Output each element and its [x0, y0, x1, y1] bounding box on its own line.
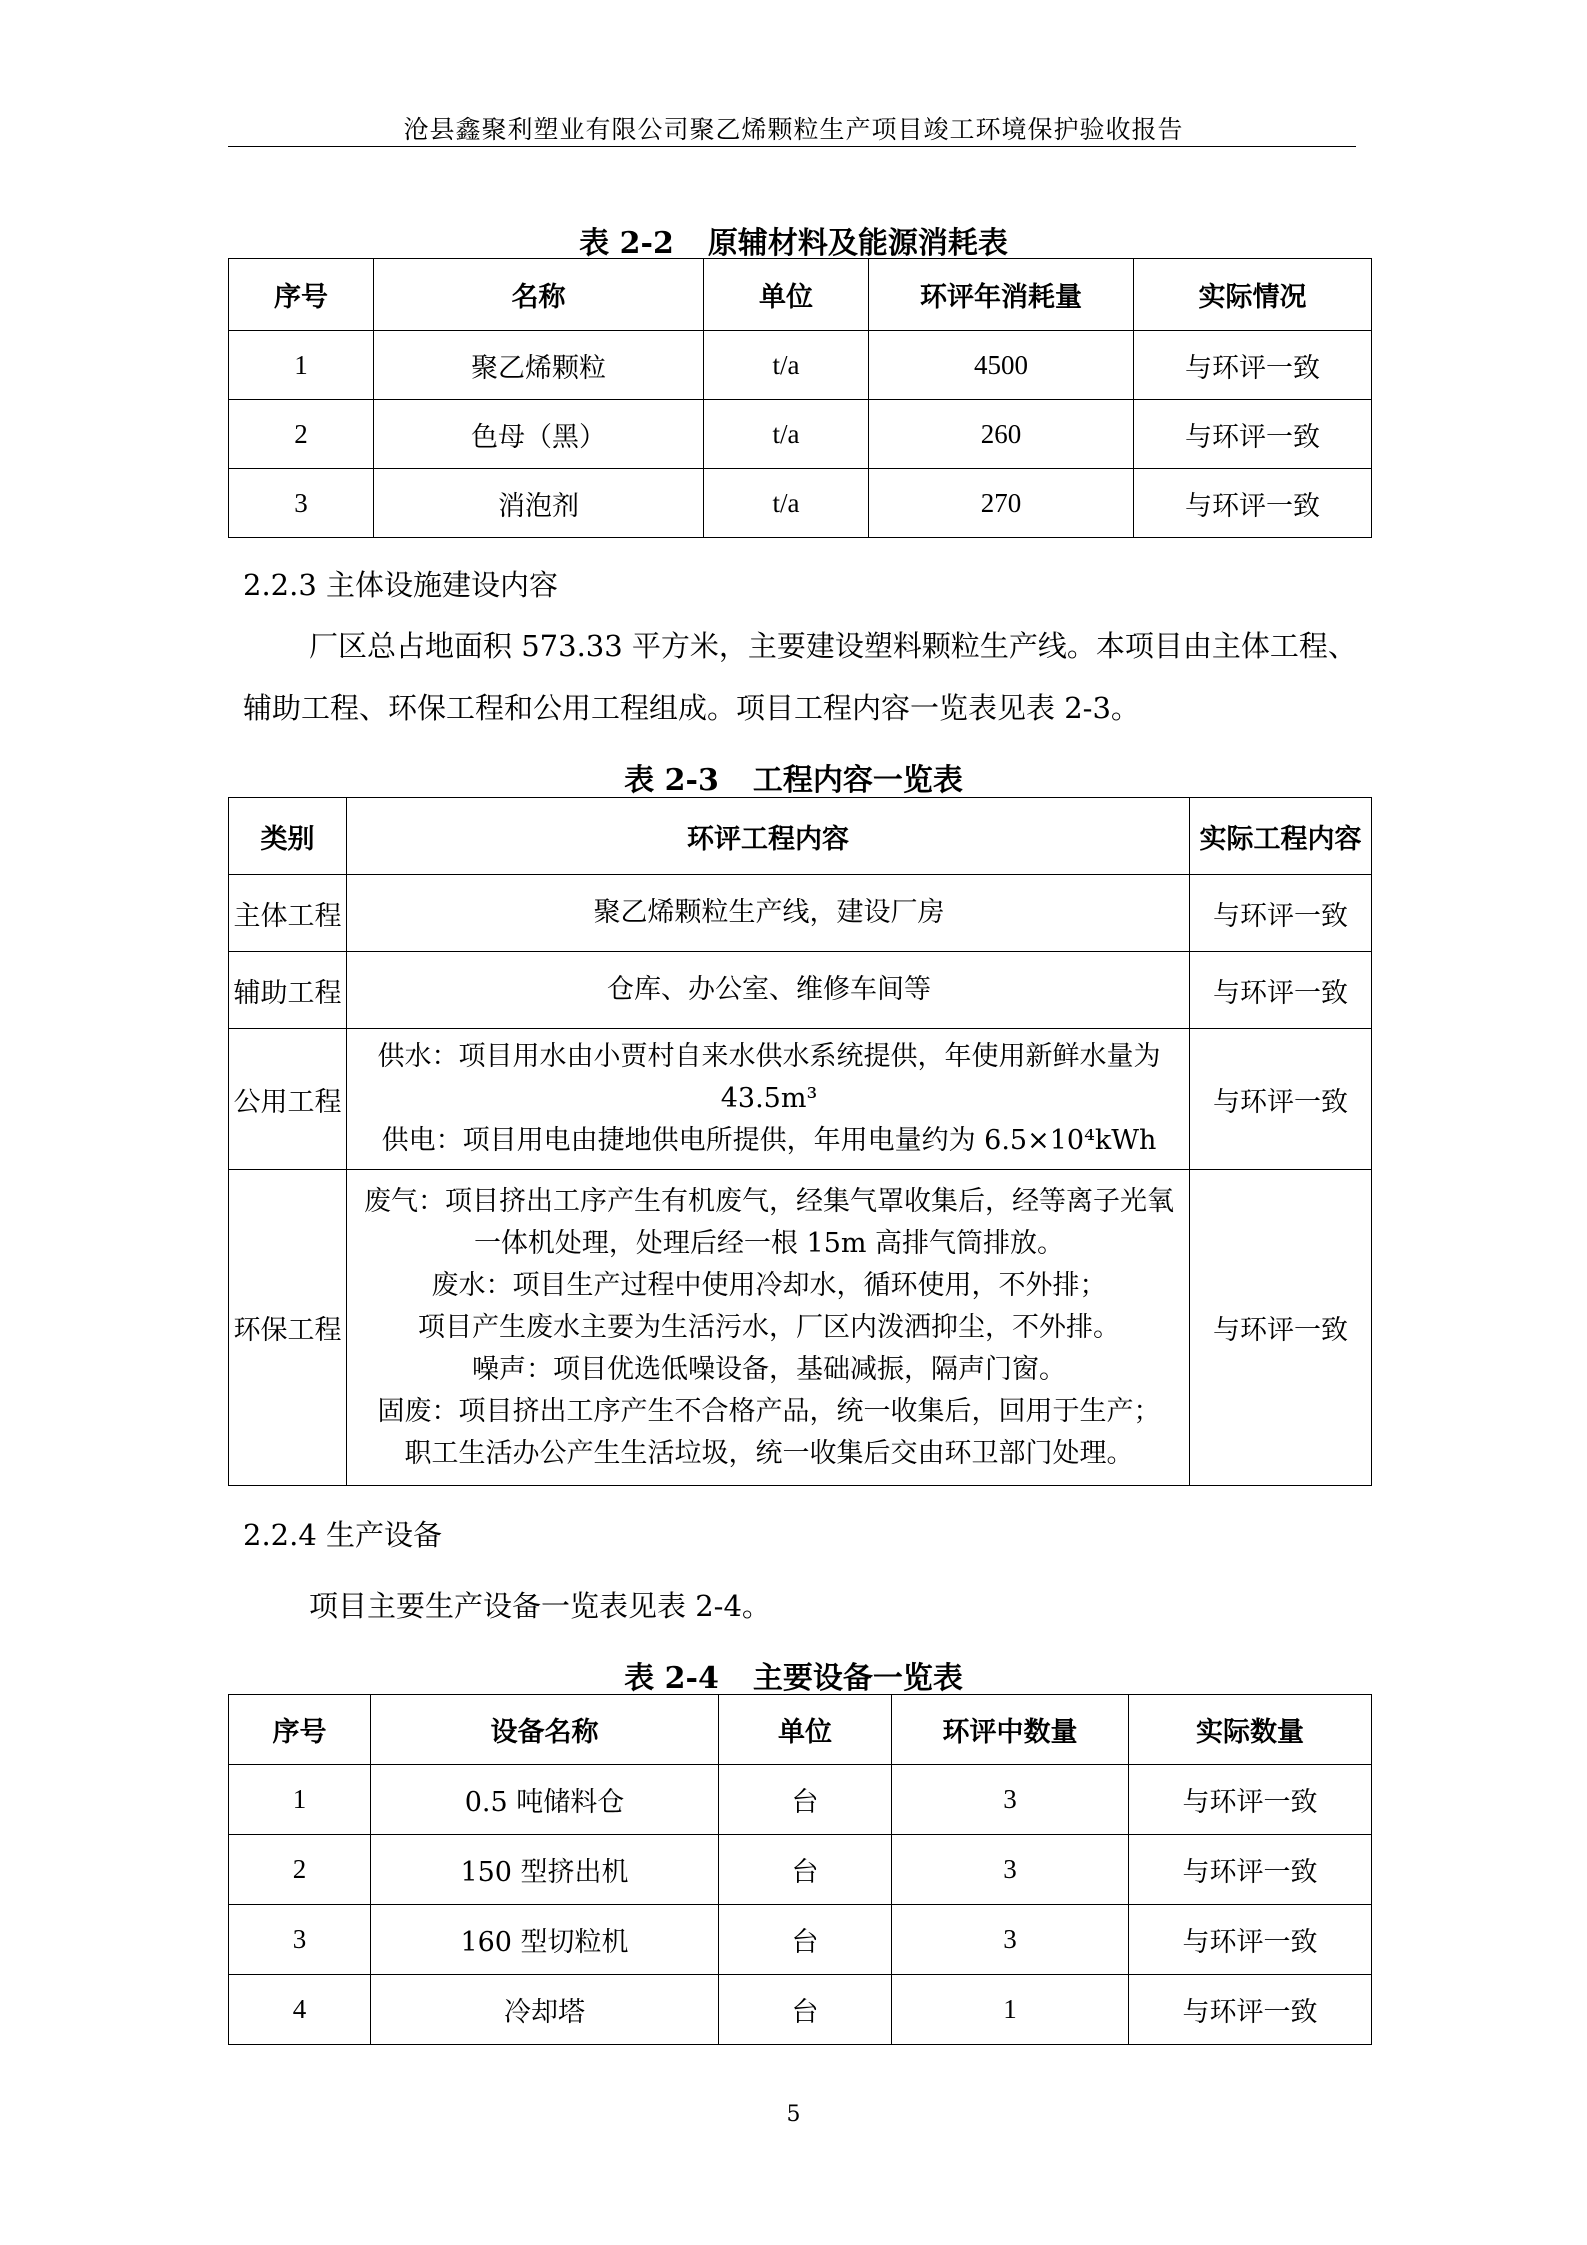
header-cell: 环评年消耗量: [869, 259, 1134, 331]
header-cell: 类别: [229, 798, 347, 875]
table-row: [229, 1905, 1372, 1975]
table-cell: 150 型挤出机: [371, 1835, 719, 1905]
table-2-4-caption: [0, 1653, 1587, 1697]
table-header-row: [229, 798, 1372, 875]
table-cell: 260: [869, 400, 1134, 469]
table-header-row: [229, 1695, 1372, 1765]
table-cell: 2: [229, 400, 374, 469]
table-cell: 台: [719, 1765, 892, 1835]
table-cell: 与环评一致: [1129, 1835, 1372, 1905]
table-row: [229, 1975, 1372, 2045]
actual-cell: 与环评一致: [1190, 1170, 1372, 1486]
table-cell: 1: [892, 1975, 1129, 2045]
table-2-3-caption: [0, 755, 1587, 799]
header-cell: 实际情况: [1134, 259, 1372, 331]
category-cell: 环保工程: [229, 1170, 347, 1486]
table-cell: 色母（黑）: [374, 400, 704, 469]
table-cell: t/a: [704, 331, 869, 400]
table-row: [229, 1170, 1372, 1486]
header-cell: 实际数量: [1129, 1695, 1372, 1765]
header-cell: 单位: [704, 259, 869, 331]
table-cell: 3: [229, 1905, 371, 1975]
section-2-2-4-heading: 2.2.4 生产设备: [243, 1518, 443, 1552]
table-row: [229, 1835, 1372, 1905]
section-2-2-3-paragraph: [243, 615, 1363, 739]
table-cell: 与环评一致: [1129, 1765, 1372, 1835]
table-cell: 3: [892, 1905, 1129, 1975]
header-cell: 设备名称: [371, 1695, 719, 1765]
table-row: [229, 1765, 1372, 1835]
table-cell: 台: [719, 1835, 892, 1905]
caption-title: 原辅材料及能源消耗表: [707, 226, 1008, 261]
content-cell: [347, 1170, 1190, 1486]
content-line: 聚乙烯颗粒生产线，建设厂房: [593, 897, 945, 928]
table-row: [229, 1029, 1372, 1170]
table-header-row: [229, 259, 1372, 331]
content-cell: [347, 875, 1190, 952]
content-line: 废水：项目生产过程中使用冷却水，循环使用，不外排；: [431, 1269, 1107, 1301]
section-2-2-3-heading: 2.2.3 主体设施建设内容: [243, 568, 559, 602]
header-rule: [228, 146, 1356, 147]
content-line: 43.5m³: [720, 1083, 818, 1114]
table-row: [229, 400, 1372, 469]
table-cell: 与环评一致: [1129, 1905, 1372, 1975]
content-cell: [347, 1029, 1190, 1170]
header-cell: 实际工程内容: [1190, 798, 1372, 875]
section-2-2-4-paragraph: [243, 1575, 1363, 1637]
table-cell: t/a: [704, 469, 869, 538]
header-cell: 环评工程内容: [347, 798, 1190, 875]
table-cell: 0.5 吨储料仓: [371, 1765, 719, 1835]
header-cell: 序号: [229, 259, 374, 331]
table-row: [229, 875, 1372, 952]
header-cell: 序号: [229, 1695, 371, 1765]
caption-number: 表 2-3: [624, 763, 719, 798]
table-cell: 1: [229, 331, 374, 400]
table-cell: 160 型切粒机: [371, 1905, 719, 1975]
table-cell: 台: [719, 1975, 892, 2045]
table-cell: 3: [892, 1765, 1129, 1835]
content-line: 项目产生废水主要为生活污水，厂区内泼洒抑尘，不外排。: [418, 1311, 1120, 1343]
table-row: [229, 952, 1372, 1029]
content-line: 固废：项目挤出工序产生不合格产品，统一收集后，回用于生产；: [377, 1395, 1161, 1427]
content-cell: [347, 952, 1190, 1029]
table-2-3: [228, 797, 1372, 1486]
table-cell: 与环评一致: [1129, 1975, 1372, 2045]
table-cell: 3: [892, 1835, 1129, 1905]
table-row: [229, 331, 1372, 400]
table-2-2-caption: [0, 218, 1587, 262]
table-cell: 聚乙烯颗粒: [374, 331, 704, 400]
table-cell: 与环评一致: [1134, 400, 1372, 469]
table-cell: 3: [229, 469, 374, 538]
content-line: 废气：项目挤出工序产生有机废气，经集气罩收集后，经等离子光氧: [364, 1185, 1174, 1217]
table-cell: 冷却塔: [371, 1975, 719, 2045]
table-cell: t/a: [704, 400, 869, 469]
content-line: 供电：项目用电由捷地供电所提供，年用电量约为 6.5×10⁴kWh: [381, 1125, 1157, 1156]
table-cell: 1: [229, 1765, 371, 1835]
content-line: 仓库、办公室、维修车间等: [607, 974, 931, 1005]
actual-cell: 与环评一致: [1190, 875, 1372, 952]
category-cell: 主体工程: [229, 875, 347, 952]
content-line: 一体机处理，处理后经一根 15m 高排气筒排放。: [473, 1227, 1065, 1259]
table-cell: 台: [719, 1905, 892, 1975]
header-cell: 单位: [719, 1695, 892, 1765]
table-cell: 2: [229, 1835, 371, 1905]
caption-title: 工程内容一览表: [752, 763, 963, 798]
table-cell: 270: [869, 469, 1134, 538]
table-row: [229, 469, 1372, 538]
page-header-title: 沧县鑫聚利塑业有限公司聚乙烯颗粒生产项目竣工环境保护验收报告: [403, 115, 1184, 144]
table-cell: 4: [229, 1975, 371, 2045]
table-2-4: [228, 1694, 1372, 2045]
category-cell: 公用工程: [229, 1029, 347, 1170]
table-cell: 消泡剂: [374, 469, 704, 538]
caption-title: 主要设备一览表: [752, 1661, 963, 1696]
table-cell: 4500: [869, 331, 1134, 400]
caption-number: 表 2-2: [579, 226, 674, 261]
actual-cell: 与环评一致: [1190, 952, 1372, 1029]
content-line: 职工生活办公产生生活垃圾，统一收集后交由环卫部门处理。: [404, 1437, 1134, 1469]
content-line: 噪声：项目优选低噪设备，基础减振，隔声门窗。: [472, 1353, 1066, 1385]
page-number: 5: [786, 2102, 801, 2127]
paragraph-text: 厂区总占地面积 573.33 平方米，主要建设塑料颗粒生产线。本项目由主体工程、辅助工程、环保工程和公用工程组成。项目工程内容一览表见表 2-3。: [243, 629, 1357, 725]
table-cell: 与环评一致: [1134, 331, 1372, 400]
paragraph-text: 项目主要生产设备一览表见表 2-4。: [309, 1589, 771, 1623]
content-line: 供水：项目用水由小贾村自来水供水系统提供，年使用新鲜水量为: [377, 1041, 1161, 1072]
actual-cell: 与环评一致: [1190, 1029, 1372, 1170]
header-cell: 名称: [374, 259, 704, 331]
caption-number: 表 2-4: [624, 1661, 719, 1696]
table-2-2: [228, 258, 1372, 538]
table-cell: 与环评一致: [1134, 469, 1372, 538]
category-cell: 辅助工程: [229, 952, 347, 1029]
header-cell: 环评中数量: [892, 1695, 1129, 1765]
